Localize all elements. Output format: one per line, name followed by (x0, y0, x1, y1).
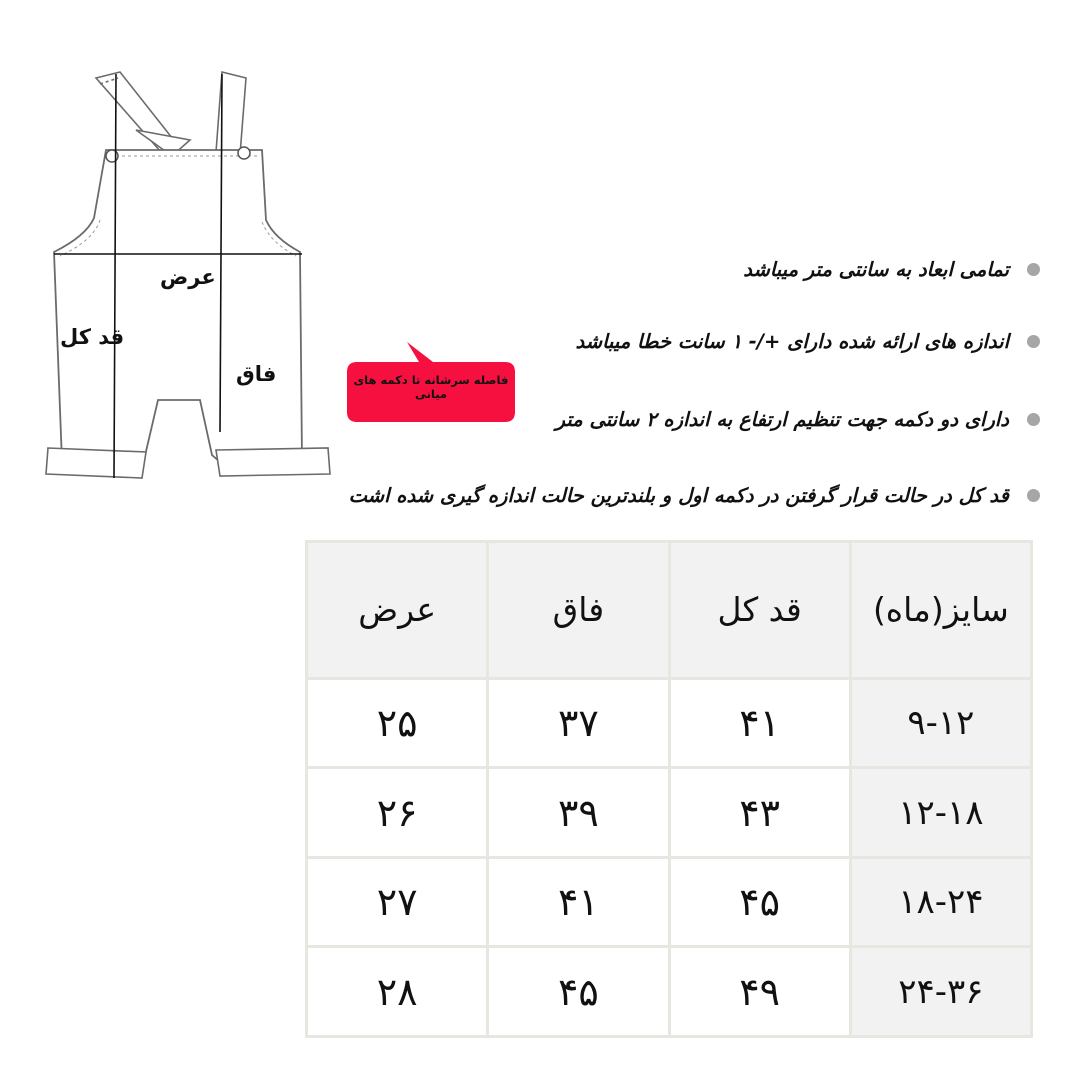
size-table (305, 540, 1033, 1038)
size-cell: ۹-۱۲ (850, 678, 1031, 768)
header-size: سایز(ماه) (850, 542, 1031, 679)
note-item (576, 330, 1040, 353)
note-text: دارای دو دکمه جهت تنظیم ارتفاع به اندازه ۲ سانتی متر (555, 408, 1009, 431)
length-cell: ۴۱ (669, 678, 850, 768)
bullet-icon (1027, 335, 1040, 348)
header-length: قد کل (669, 542, 850, 679)
bullet-icon (1027, 263, 1040, 276)
table-row (307, 857, 1032, 947)
length-cell: ۴۳ (669, 768, 850, 858)
length-dimension-label: قد کل (60, 325, 125, 349)
note-text: اندازه های ارائه شده دارای +/- ۱ سانت خطا میباشد (575, 330, 1009, 353)
header-inseam: فاق (488, 542, 669, 679)
inseam-cell: ۳۷ (488, 678, 669, 768)
table-row (307, 947, 1032, 1037)
length-cell: ۴۵ (669, 857, 850, 947)
inseam-cell: ۴۵ (488, 947, 669, 1037)
inseam-cell: ۴۱ (488, 857, 669, 947)
bullet-icon (1027, 413, 1040, 426)
bullet-icon (1027, 489, 1040, 502)
right-cuff (216, 448, 330, 476)
garment-body (54, 150, 302, 462)
inseam-cell: ۳۹ (488, 768, 669, 858)
note-item (349, 484, 1040, 507)
size-cell: ۱۲-۱۸ (850, 768, 1031, 858)
size-cell: ۱۸-۲۴ (850, 857, 1031, 947)
note-item (556, 408, 1040, 431)
size-cell: ۲۴-۳۶ (850, 947, 1031, 1037)
note-item (743, 258, 1040, 281)
inseam-dimension-label: فاق (236, 362, 277, 386)
right-button (238, 147, 250, 159)
header-width: عرض (307, 542, 488, 679)
callout-text: فاصله سرشانه تا دکمه های میانی (353, 373, 509, 401)
note-text: تمامی ابعاد به سانتی متر میباشد (743, 258, 1009, 281)
width-cell: ۲۸ (307, 947, 488, 1037)
table-header-row (307, 542, 1032, 679)
width-dimension-label: عرض (160, 265, 216, 289)
length-cell: ۴۹ (669, 947, 850, 1037)
table-row (307, 678, 1032, 768)
note-text: قد کل در حالت قرار گرفتن در دکمه اول و بلندترین حالت اندازه گیری شده اشت (348, 484, 1009, 507)
table-row (307, 768, 1032, 858)
width-cell: ۲۶ (307, 768, 488, 858)
width-cell: ۲۵ (307, 678, 488, 768)
width-cell: ۲۷ (307, 857, 488, 947)
left-cuff (46, 448, 146, 478)
callout-bubble (345, 340, 517, 425)
